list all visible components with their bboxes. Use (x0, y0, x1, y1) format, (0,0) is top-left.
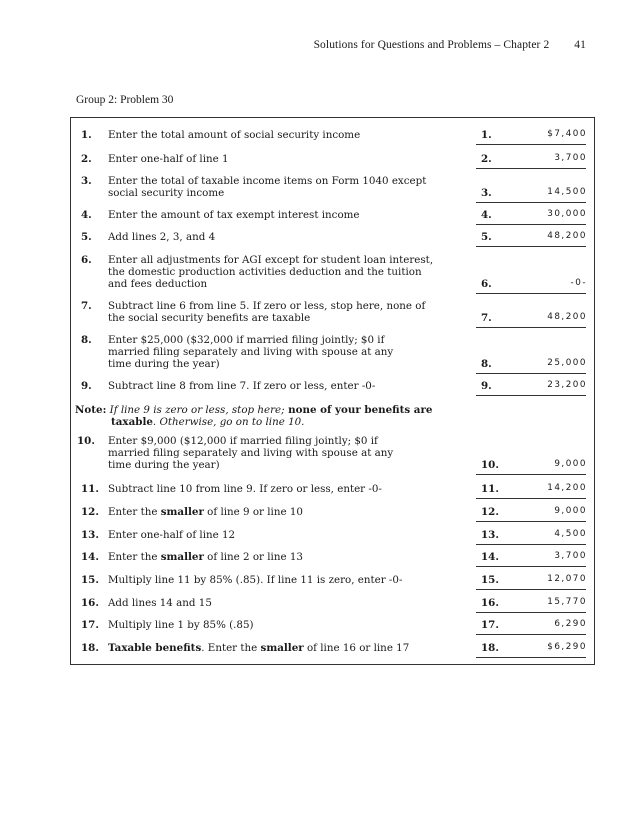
line-text: time during the year) (108, 459, 220, 471)
line-amount: 48,200 (547, 231, 587, 241)
note-text-italic: . Otherwise, go on to line 10. (152, 416, 305, 428)
line-number: 11. (81, 483, 99, 495)
answer-underline (476, 521, 586, 522)
answer-underline (476, 395, 586, 396)
box-number: 12. (481, 506, 499, 518)
page-number: 41 (574, 39, 586, 51)
line-number: 12. (81, 506, 99, 518)
line-number: 6. (81, 254, 92, 266)
line-text: the domestic production activities deduction and the tuition (108, 266, 422, 278)
box-number: 15. (481, 574, 499, 586)
line-amount: 12,070 (547, 574, 587, 584)
line-text: married filing separately and living with spouse at any (108, 346, 394, 358)
worksheet-table (70, 117, 595, 665)
note-text-italic: If line 9 is zero or less, stop here; (109, 404, 285, 416)
answer-underline (476, 246, 586, 247)
line-amount: $6,290 (547, 642, 587, 652)
note-label: Note: (75, 404, 107, 416)
box-number: 2. (481, 153, 492, 165)
line-amount: 48,200 (547, 312, 587, 322)
line-number: 15. (81, 574, 99, 586)
box-number: 3. (481, 187, 492, 199)
line-number: 18. (81, 642, 99, 654)
box-number: 7. (481, 312, 492, 324)
group-title: Group 2: Problem 30 (76, 94, 174, 106)
answer-underline (476, 657, 586, 658)
line-text: married filing separately and living with spouse at any (108, 447, 394, 459)
answer-underline (476, 566, 586, 567)
line-amount: 14,200 (547, 483, 587, 493)
box-number: 4. (481, 209, 492, 221)
note-text-bold: taxable (111, 416, 153, 428)
page-header (314, 39, 586, 51)
line-text-bold: smaller (160, 506, 204, 518)
line-text-bold: smaller (160, 551, 204, 563)
line-text: Subtract line 8 from line 7. If zero or less, enter -0- (108, 380, 376, 392)
line-amount: -0- (570, 278, 587, 288)
box-number: 5. (481, 231, 492, 243)
line-amount: 6,290 (554, 619, 587, 629)
box-number: 8. (481, 358, 492, 370)
line-text: time during the year) (108, 358, 220, 370)
line-text: Enter $9,000 ($12,000 if married filing jointly; $0 if (108, 435, 378, 447)
box-number: 16. (481, 597, 499, 609)
line-text: social security income (108, 187, 225, 199)
line-amount: 15,770 (547, 597, 587, 607)
line-text: and fees deduction (108, 278, 208, 290)
line-number: 1. (81, 129, 92, 141)
line-text: Enter the (108, 551, 161, 563)
line-number: 17. (81, 619, 99, 631)
line-number: 4. (81, 209, 92, 221)
line-text: Add lines 2, 3, and 4 (108, 231, 216, 243)
line-text: Subtract line 10 from line 9. If zero or less, enter -0- (108, 483, 382, 495)
line-text: Enter one-half of line 1 (108, 153, 229, 165)
line-text: the social security benefits are taxable (108, 312, 311, 324)
line-text: Enter one-half of line 12 (108, 529, 236, 541)
line-text: of line 9 or line 10 (203, 506, 303, 518)
answer-underline (476, 224, 586, 225)
note-text-bold: none of your benefits are (284, 404, 433, 416)
answer-underline (476, 144, 586, 145)
line-amount: 3,700 (554, 551, 587, 561)
box-number: 14. (481, 551, 499, 563)
answer-underline (476, 612, 586, 613)
answer-underline (476, 544, 586, 545)
line-number: 7. (81, 300, 92, 312)
line-text: Add lines 14 and 15 (108, 597, 212, 609)
answer-underline (476, 373, 586, 374)
line-text: Enter the total amount of social security income (108, 129, 361, 141)
box-number: 17. (481, 619, 499, 631)
line-number: 10. (77, 435, 95, 447)
line-text: of line 16 or line 17 (303, 642, 410, 654)
line-amount: 3,700 (554, 153, 587, 163)
line-number: 13. (81, 529, 99, 541)
box-number: 6. (481, 278, 492, 290)
line-number: 5. (81, 231, 92, 243)
answer-underline (476, 168, 586, 169)
line-text: Enter the amount of tax exempt interest income (108, 209, 360, 221)
line-number: 16. (81, 597, 99, 609)
line-amount: 30,000 (547, 209, 587, 219)
box-number: 1. (481, 129, 492, 141)
line-text: of line 2 or line 13 (203, 551, 303, 563)
line-amount: $7,400 (547, 129, 587, 139)
line-text-bold: Taxable benefits (108, 642, 202, 654)
answer-underline (476, 327, 586, 328)
line-text-bold: smaller (260, 642, 304, 654)
box-number: 9. (481, 380, 492, 392)
line-text: Enter the (108, 506, 161, 518)
line-amount: 4,500 (554, 529, 587, 539)
line-number: 2. (81, 153, 92, 165)
line-amount: 23,200 (547, 380, 587, 390)
box-number: 18. (481, 642, 499, 654)
answer-underline (476, 293, 586, 294)
line-amount: 25,000 (547, 358, 587, 368)
line-amount: 9,000 (554, 459, 587, 469)
box-number: 10. (481, 459, 499, 471)
line-number: 9. (81, 380, 92, 392)
line-text: Subtract line 6 from line 5. If zero or less, stop here, none of (108, 300, 426, 312)
line-text: Enter all adjustments for AGI except for student loan interest, (108, 254, 434, 266)
answer-underline (476, 474, 586, 475)
answer-underline (476, 498, 586, 499)
line-text: . Enter the (201, 642, 261, 654)
line-number: 3. (81, 175, 92, 187)
answer-underline (476, 202, 586, 203)
line-text: Multiply line 1 by 85% (.85) (108, 619, 254, 631)
answer-underline (476, 589, 586, 590)
box-number: 13. (481, 529, 499, 541)
line-text: Enter the total of taxable income items on Form 1040 except (108, 175, 427, 187)
line-text: Enter $25,000 ($32,000 if married filing jointly; $0 if (108, 334, 385, 346)
line-amount: 14,500 (547, 187, 587, 197)
box-number: 11. (481, 483, 499, 495)
answer-underline (476, 634, 586, 635)
line-amount: 9,000 (554, 506, 587, 516)
running-head: Solutions for Questions and Problems – Chapter 2 (313, 39, 550, 51)
line-number: 8. (81, 334, 92, 346)
line-number: 14. (81, 551, 99, 563)
line-text: Multiply line 11 by 85% (.85). If line 11 is zero, enter -0- (108, 574, 403, 586)
